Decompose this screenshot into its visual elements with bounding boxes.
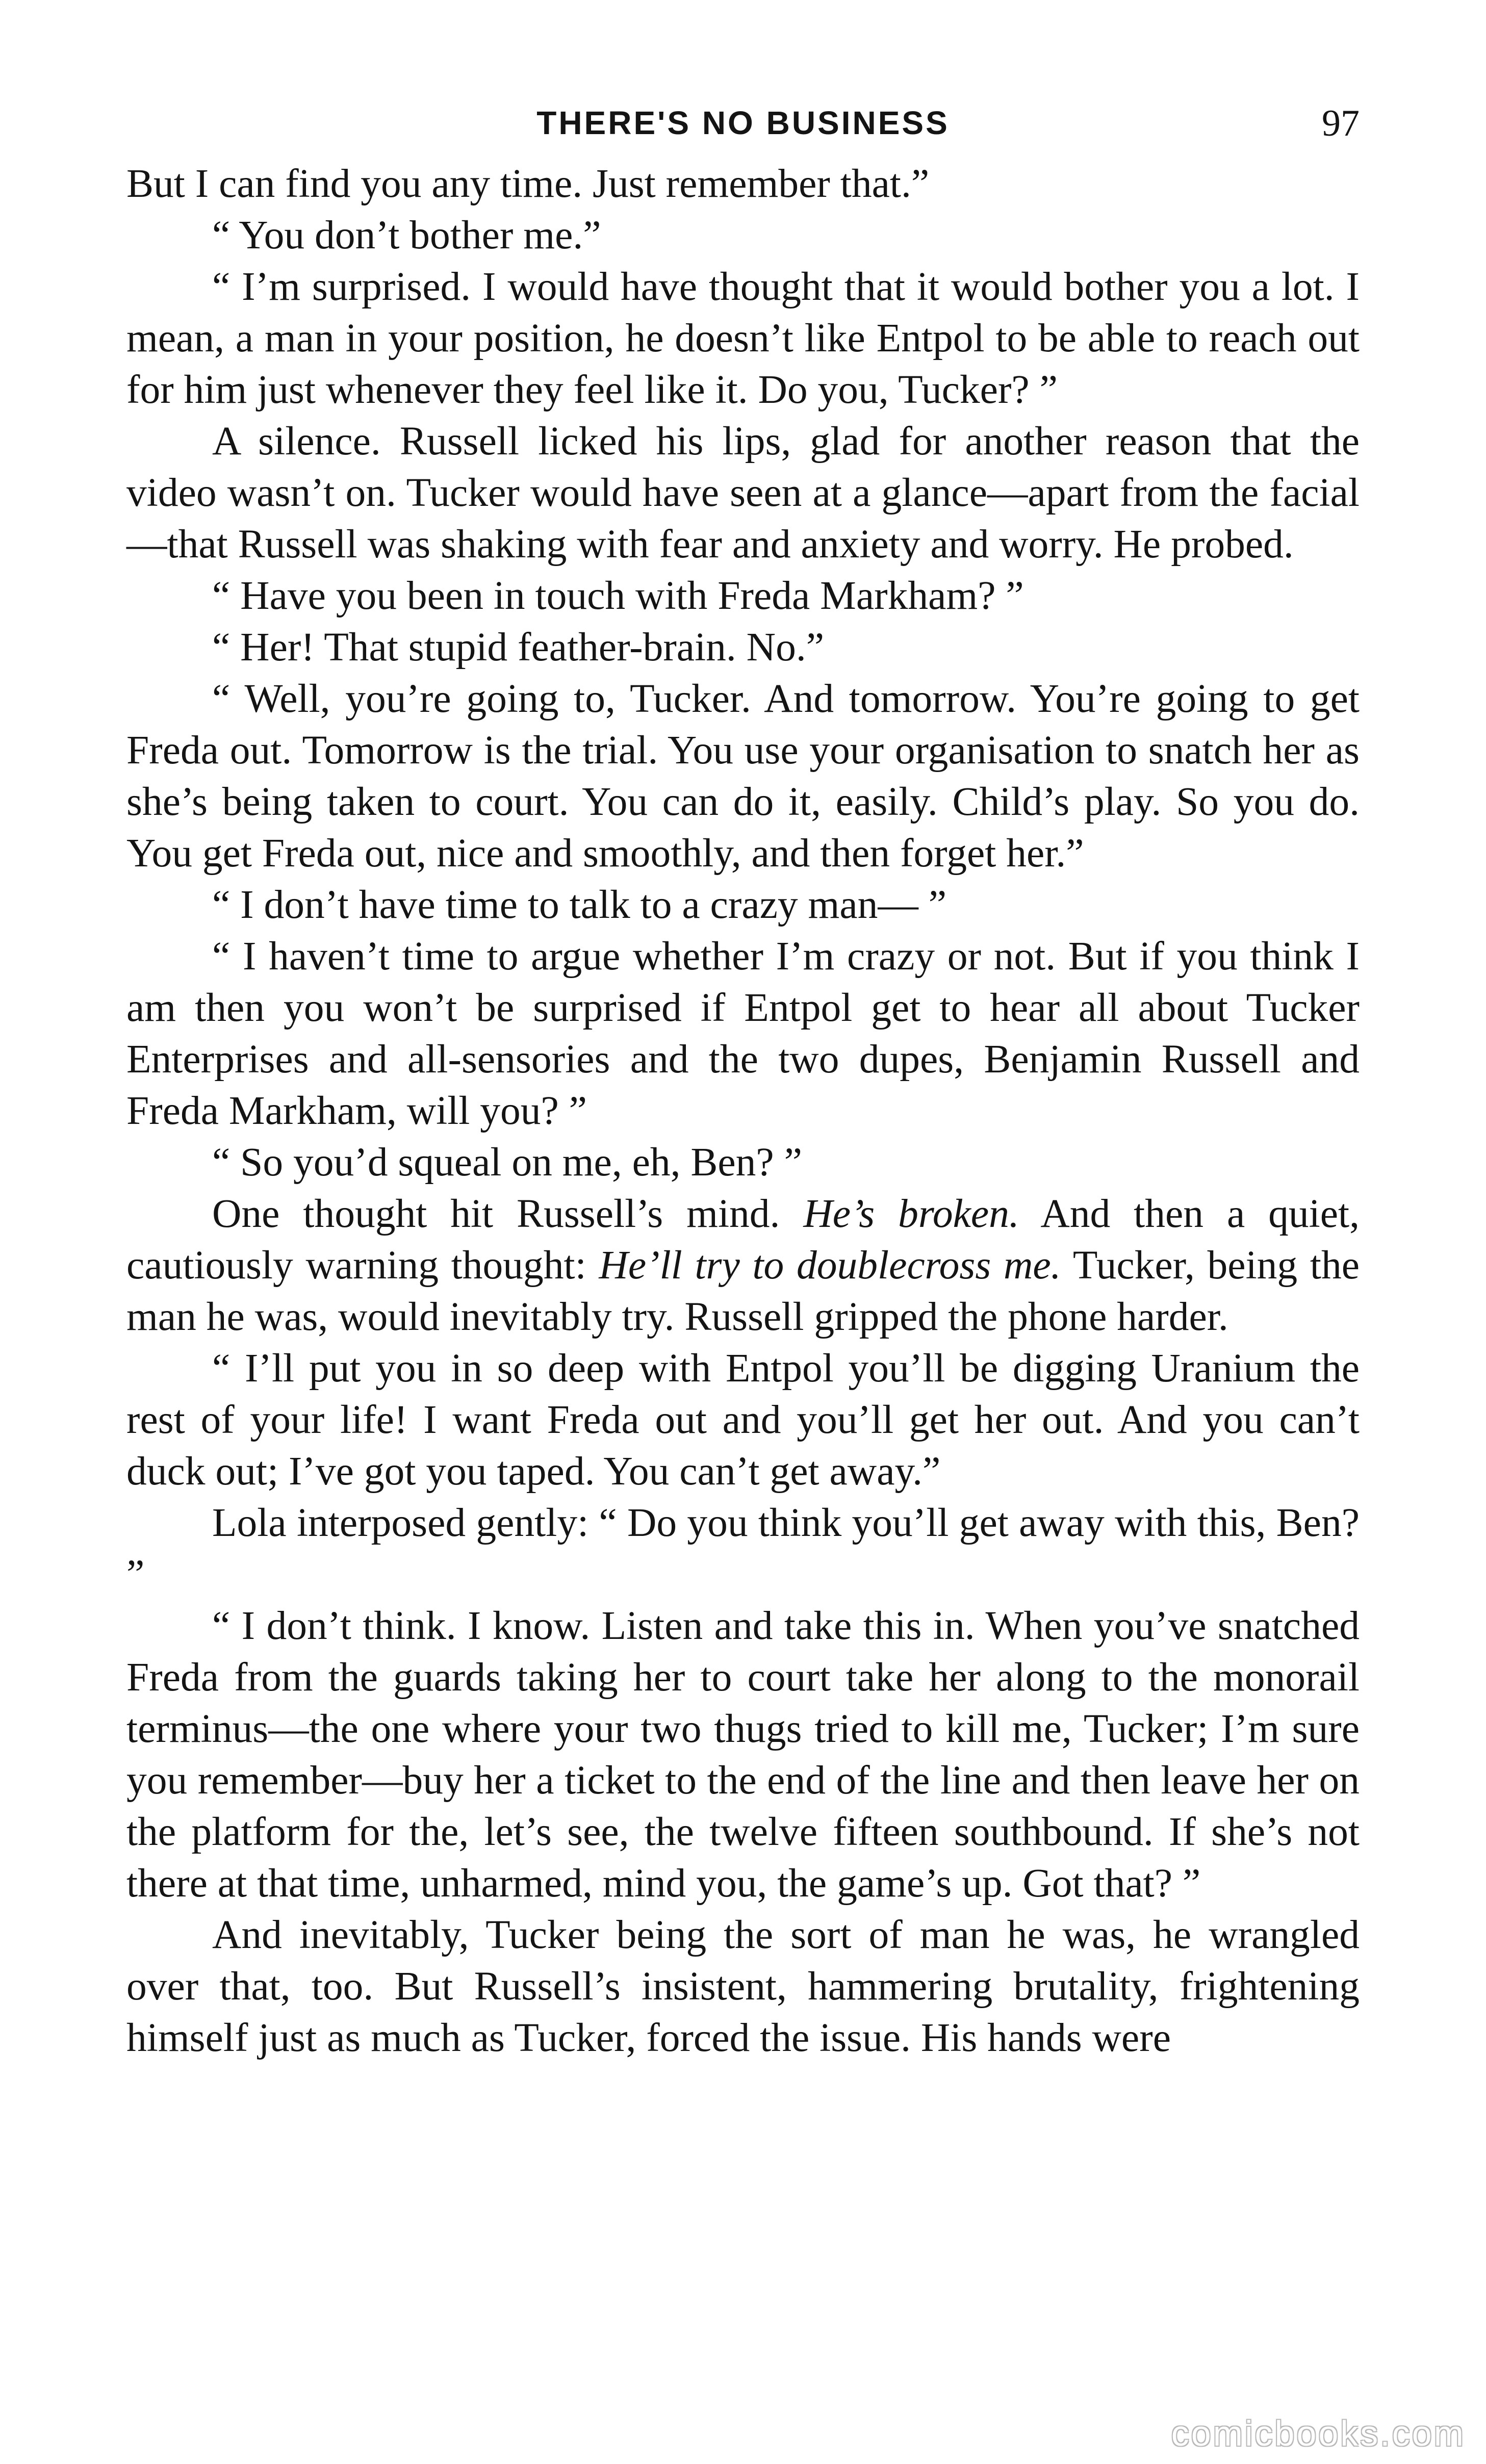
paragraph: “ Her! That stupid feather-brain. No.” [212, 625, 824, 670]
body-text [126, 158, 1360, 2064]
paragraph: “ Well, you’re going to, Tucker. And tomorrow. You’re going to get Freda out. Tomorrow is the trial. You use your organisation to snatch her as she’s being taken to court. You can do it, easily. Child’s play. So you do. You get Freda out, nice and smoothly, and then forget her.” [126, 676, 1360, 876]
thought-paragraph [126, 1188, 1360, 1343]
paragraph: But I can find you any time. Just remember that.” [126, 161, 930, 206]
paragraph: “ I don’t have time to talk to a crazy man— ” [212, 882, 947, 927]
text-run: Tucker, being the man he was, would inevitably try. Russell gripped the phone harder. [126, 1243, 1360, 1339]
paragraph: “ I’ll put you in so deep with Entpol you’ll be digging Uranium the rest of your life! I want Freda out and you’ll get her out. And you can’t duck out; I’ve got you taped. You can’t get away.” [126, 1346, 1360, 1494]
paragraph: “ Have you been in touch with Freda Markham? ” [212, 573, 1024, 618]
italic-thought: He’s broken. [803, 1191, 1019, 1236]
paragraph: “ You don’t bother me.” [212, 213, 601, 258]
text-run: One thought hit Russell’s mind. [212, 1191, 804, 1236]
page-number: 97 [1322, 102, 1360, 144]
running-title: THERE'S NO BUSINESS [536, 105, 950, 141]
paragraph: “ So you’d squeal on me, eh, Ben? ” [212, 1140, 802, 1185]
watermark: comicbooks.com [1171, 2414, 1466, 2453]
paragraph: “ I haven’t time to argue whether I’m crazy or not. But if you think I am then you won’t be surprised if Entpol get to hear all about Tucker Enterprises and all-sensories and the two dupes, Benjamin Russell and Freda Markham, will you? ” [126, 934, 1360, 1133]
paragraph: Lola interposed gently: “ Do you think you’ll get away with this, Ben? ” [126, 1500, 1360, 1597]
book-page [126, 97, 1360, 2064]
paragraph: And inevitably, Tucker being the sort of man he was, he wrangled over that, too. But Russell’s insistent, hammering brutality, frightening himself just as much as Tucker, forced the issue. His hands were [126, 1912, 1360, 2060]
paragraph: “ I’m surprised. I would have thought that it would bother you a lot. I mean, a man in your position, he doesn’t like Entpol to be able to reach out for him just whenever they feel like it. Do you, Tucker? ” [126, 264, 1360, 412]
page-header [126, 97, 1360, 158]
paragraph: “ I don’t think. I know. Listen and take this in. When you’ve snatched Freda from the guards taking her to court take her along to the monorail terminus—the one where your two thugs tried to kill me, Tucker; I’m sure you remember—buy her a ticket to the end of the line and then leave her on the platform for the, let’s see, the twelve fifteen southbound. If she’s not there at that time, unharmed, mind you, the game’s up. Got that? ” [126, 1603, 1360, 1906]
text-run: And then a quiet, cautiously warning thought: [126, 1191, 1360, 1288]
paragraph: A silence. Russell licked his lips, glad for another reason that the video wasn’t on. Tucker would have seen at a glance—apart from the facial—that Russell was shaking with fear and anxiety and worry. He probed. [126, 419, 1360, 567]
italic-thought: He’ll try to doublecross me. [599, 1243, 1061, 1288]
